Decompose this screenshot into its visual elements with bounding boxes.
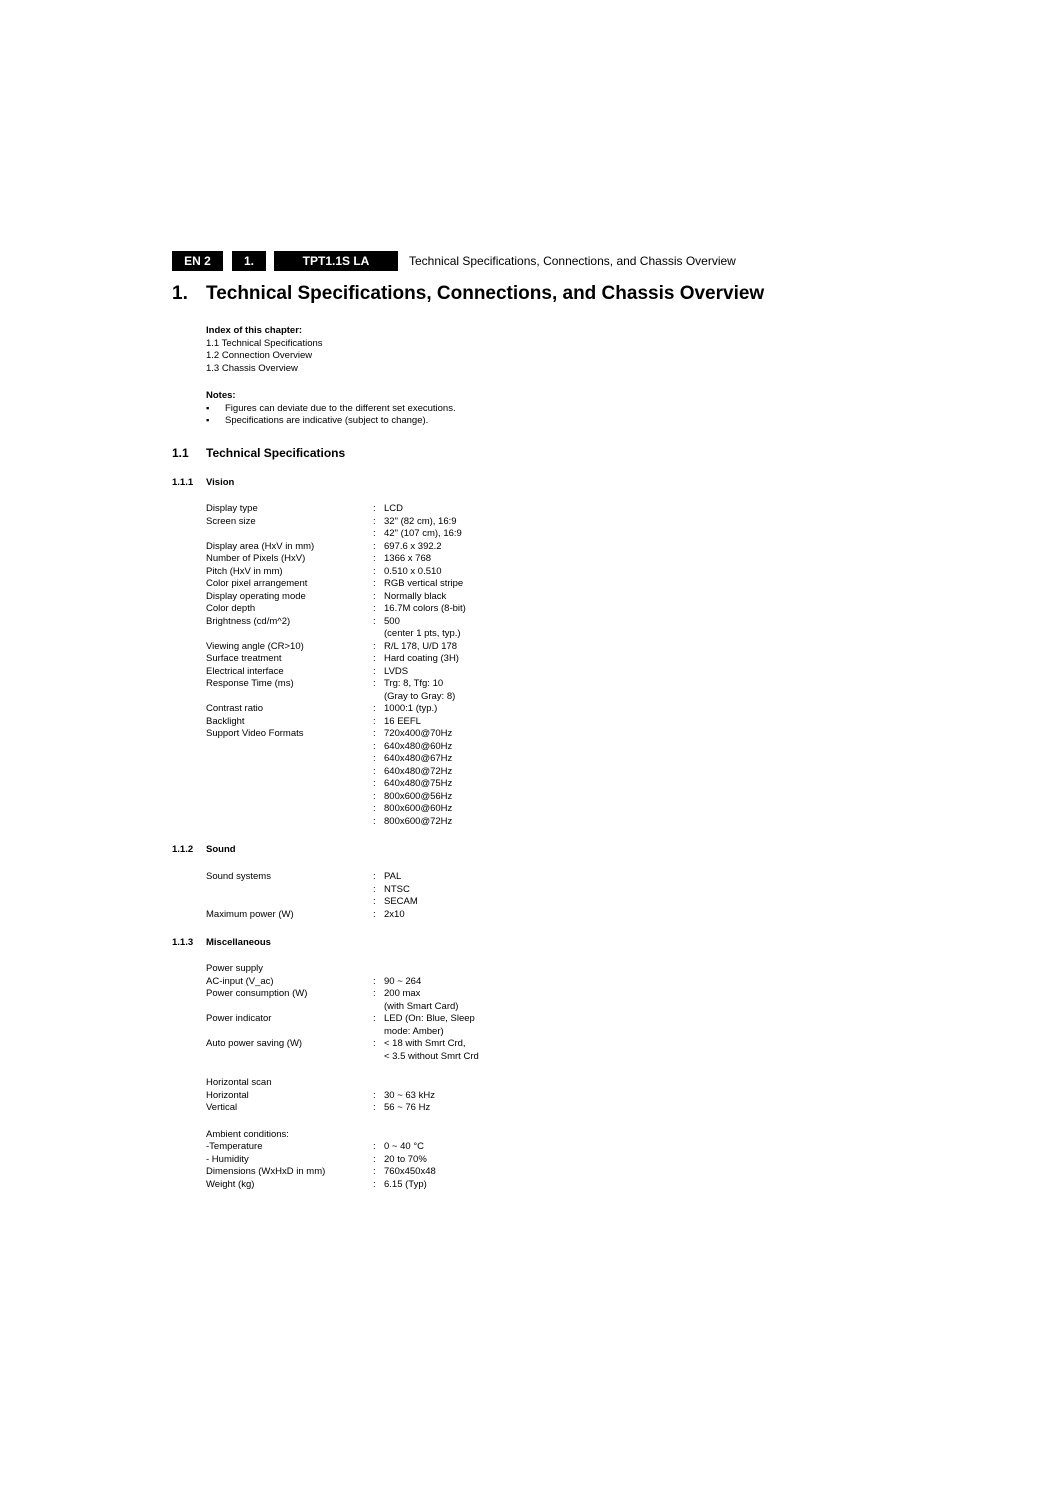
vision-spec-table (206, 503, 566, 828)
spec-row (206, 988, 566, 1001)
spec-row (206, 1001, 566, 1014)
spec-row (206, 503, 566, 516)
spec-label: Sound systems (206, 871, 271, 882)
spec-row (206, 1077, 566, 1090)
spec-value: 16 EEFL (384, 715, 421, 727)
spec-row (206, 976, 566, 989)
spec-colon: : (373, 1038, 376, 1049)
spec-value: 500 (384, 615, 400, 627)
spec-label: Maximum power (W) (206, 908, 294, 920)
spec-colon: : (373, 728, 376, 739)
spec-row (206, 909, 566, 922)
spec-value: 42" (107 cm), 16:9 (384, 528, 462, 539)
spec-value: 800x600@60Hz (384, 803, 453, 814)
header-tag-chapter: 1. (232, 251, 266, 271)
spec-row (206, 653, 566, 666)
spec-row (206, 591, 566, 604)
spec-colon: : (373, 883, 376, 895)
sound-spec-table (206, 871, 566, 921)
spec-colon: : (373, 1178, 376, 1190)
spec-row (206, 778, 566, 791)
spec-colon: : (373, 678, 376, 689)
spec-row (206, 691, 566, 704)
spec-row (206, 603, 566, 616)
note-text: Figures can deviate due to the different set executions. (225, 402, 456, 414)
spec-colon: : (373, 1153, 376, 1165)
spec-label: Power indicator (206, 1013, 272, 1024)
spec-row (206, 816, 566, 829)
spec-colon: : (373, 703, 376, 714)
spec-label: Color pixel arrangement (206, 578, 308, 589)
spec-colon: : (373, 715, 376, 727)
spec-row (206, 678, 566, 691)
spec-value: 640x480@75Hz (384, 778, 453, 789)
misc-spec-table (206, 963, 566, 1191)
spec-label: Color depth (206, 603, 256, 614)
spec-value: 20 to 70% (384, 1153, 427, 1165)
spec-label: Contrast ratio (206, 703, 264, 714)
spec-colon: : (373, 515, 376, 527)
spec-value: SECAM (384, 896, 418, 907)
spec-value: 90 ~ 264 (384, 975, 422, 987)
subsection-number: 1.1.1 (172, 477, 194, 488)
spec-label: Display type (206, 503, 258, 514)
spec-value: (Gray to Gray: 8) (384, 690, 456, 702)
spec-row (206, 1115, 566, 1129)
spec-value: R/L 178, U/D 178 (384, 640, 458, 652)
spec-label: Support Video Formats (206, 728, 304, 739)
spec-row (206, 884, 566, 897)
chapter-index (206, 325, 323, 375)
spec-label: - Humidity (206, 1153, 249, 1165)
spec-colon: : (373, 578, 376, 589)
notes (206, 390, 506, 428)
header-tag-en: EN 2 (172, 251, 223, 271)
spec-label: AC-input (V_ac) (206, 975, 274, 987)
spec-row (206, 1141, 566, 1154)
spec-value: LED (On: Blue, Sleep (384, 1013, 475, 1024)
spec-row (206, 766, 566, 779)
spec-value: 56 ~ 76 Hz (384, 1102, 431, 1113)
spec-row (206, 541, 566, 554)
spec-value: 6.15 (Typ) (384, 1178, 427, 1190)
spec-colon: : (373, 615, 376, 627)
spec-row (206, 1102, 566, 1115)
spec-row (206, 963, 566, 976)
spec-value: RGB vertical stripe (384, 578, 464, 589)
subsection-title: Miscellaneous (206, 937, 271, 948)
spec-row (206, 628, 566, 641)
spec-label: -Temperature (206, 1141, 263, 1152)
spec-row (206, 728, 566, 741)
spec-value: LCD (384, 503, 404, 514)
spec-label: Display area (HxV in mm) (206, 540, 315, 552)
spec-label: Response Time (ms) (206, 678, 294, 689)
spec-row (206, 578, 566, 591)
spec-row (206, 803, 566, 816)
spec-row (206, 516, 566, 529)
spec-row (206, 896, 566, 909)
spec-value: 2x10 (384, 908, 405, 920)
spec-row (206, 753, 566, 766)
spec-label: Vertical (206, 1102, 238, 1113)
spec-colon: : (373, 908, 376, 920)
spec-value: 32" (82 cm), 16:9 (384, 515, 457, 527)
spec-label: Number of Pixels (HxV) (206, 553, 306, 564)
bullet-icon: ▪ (206, 415, 210, 426)
spec-value: LVDS (384, 665, 409, 677)
subsection-title: Sound (206, 844, 236, 855)
spec-colon: : (373, 988, 376, 999)
spec-value: 697.6 x 392.2 (384, 540, 442, 552)
spec-row (206, 1038, 566, 1051)
subsection-number: 1.1.3 (172, 937, 194, 948)
header-tag-model: TPT1.1S LA (274, 251, 398, 271)
spec-colon: : (373, 1013, 376, 1024)
note-text: Specifications are indicative (subject to change). (225, 415, 429, 426)
spec-row (206, 1063, 566, 1077)
spec-value: 1000:1 (typ.) (384, 703, 438, 714)
index-heading: Index of this chapter: (206, 325, 303, 336)
spec-value: 640x480@67Hz (384, 753, 453, 764)
spec-row (206, 1026, 566, 1039)
spec-colon: : (373, 871, 376, 882)
spec-row (206, 528, 566, 541)
spec-value: 800x600@72Hz (384, 815, 453, 827)
spec-row (206, 641, 566, 654)
spec-value: PAL (384, 871, 402, 882)
spec-label: Viewing angle (CR>10) (206, 640, 304, 652)
spec-colon: : (373, 778, 376, 789)
spec-colon: : (373, 565, 376, 577)
spec-colon: : (373, 803, 376, 814)
spec-row (206, 1129, 566, 1142)
spec-value: NTSC (384, 883, 410, 895)
header-title: Technical Specifications, Connections, and Chassis Overview (409, 254, 736, 268)
spec-value: mode: Amber) (384, 1025, 444, 1037)
spec-value: 800x600@56Hz (384, 790, 453, 802)
index-item[interactable]: 1.3 Chassis Overview (206, 362, 298, 374)
spec-value: Hard coating (3H) (384, 653, 459, 664)
spec-value: 30 ~ 63 kHz (384, 1089, 435, 1101)
spec-colon: : (373, 590, 376, 602)
spec-colon: : (373, 653, 376, 664)
spec-value: Normally black (384, 590, 447, 602)
index-item[interactable]: 1.2 Connection Overview (206, 350, 313, 361)
note-item (206, 403, 506, 416)
spec-colon: : (373, 896, 376, 907)
spec-colon: : (373, 640, 376, 652)
chapter-number: 1. (172, 283, 188, 304)
spec-row (206, 566, 566, 579)
spec-colon: : (373, 528, 376, 539)
spec-row (206, 791, 566, 804)
spec-value: 760x450x48 (384, 1166, 436, 1177)
chapter-title: Technical Specifications, Connections, and Chassis Overview (206, 283, 765, 304)
subsection-number: 1.1.2 (172, 844, 194, 855)
section-title: Technical Specifications (206, 446, 346, 460)
subsection-title: Vision (206, 477, 235, 488)
spec-colon: : (373, 1102, 376, 1113)
spec-row (206, 1051, 566, 1064)
spec-colon: : (373, 1166, 376, 1177)
spec-label: Auto power saving (W) (206, 1038, 303, 1049)
spec-value: 720x400@70Hz (384, 728, 453, 739)
spec-colon: : (373, 790, 376, 802)
spec-value: < 18 with Smrt Crd, (384, 1038, 466, 1049)
spec-value: 16.7M colors (8-bit) (384, 603, 466, 614)
spec-label: Backlight (206, 715, 245, 727)
spec-value: < 3.5 without Smrt Crd (384, 1050, 479, 1062)
note-item (206, 415, 506, 428)
spec-colon: : (373, 503, 376, 514)
spec-row (206, 553, 566, 566)
spec-value: 640x480@72Hz (384, 765, 453, 777)
notes-heading: Notes: (206, 390, 236, 401)
spec-label: Pitch (HxV in mm) (206, 565, 283, 577)
spec-row (206, 741, 566, 754)
spec-label: Electrical interface (206, 665, 284, 677)
spec-value: 0 ~ 40 °C (384, 1141, 424, 1152)
spec-row (206, 1154, 566, 1167)
spec-label: Power supply (206, 963, 264, 974)
spec-label: Horizontal (206, 1089, 249, 1101)
spec-value: 640x480@60Hz (384, 740, 453, 752)
spec-colon: : (373, 1141, 376, 1152)
spec-row (206, 716, 566, 729)
spec-value: 200 max (384, 988, 421, 999)
spec-colon: : (373, 765, 376, 777)
spec-row (206, 871, 566, 884)
spec-label: Power consumption (W) (206, 988, 308, 999)
spec-row (206, 1179, 566, 1192)
spec-value: (with Smart Card) (384, 1000, 459, 1012)
spec-colon: : (373, 815, 376, 827)
spec-row (206, 1013, 566, 1026)
spec-label: Brightness (cd/m^2) (206, 615, 291, 627)
spec-value: Trg: 8, Tfg: 10 (384, 678, 444, 689)
index-item[interactable]: 1.1 Technical Specifications (206, 337, 323, 349)
spec-colon: : (373, 975, 376, 987)
spec-colon: : (373, 665, 376, 677)
spec-colon: : (373, 603, 376, 614)
spec-label: Ambient conditions: (206, 1128, 289, 1140)
spec-label: Dimensions (WxHxD in mm) (206, 1166, 326, 1177)
spec-label: Horizontal scan (206, 1077, 272, 1088)
spec-row (206, 616, 566, 629)
spec-colon: : (373, 1089, 376, 1101)
spec-value: 0.510 x 0.510 (384, 565, 442, 577)
spec-colon: : (373, 540, 376, 552)
spec-colon: : (373, 740, 376, 752)
section-number: 1.1 (172, 446, 189, 460)
spec-colon: : (373, 753, 376, 764)
spec-row (206, 666, 566, 679)
spec-label: Screen size (206, 515, 256, 527)
spec-label: Display operating mode (206, 590, 306, 602)
spec-label: Surface treatment (206, 653, 282, 664)
spec-value: 1366 x 768 (384, 553, 432, 564)
spec-colon: : (373, 553, 376, 564)
spec-label: Weight (kg) (206, 1178, 255, 1190)
spec-row (206, 1090, 566, 1103)
spec-row (206, 703, 566, 716)
spec-value: (center 1 pts, typ.) (384, 628, 461, 639)
bullet-icon: ▪ (206, 402, 210, 414)
spec-row (206, 1166, 566, 1179)
